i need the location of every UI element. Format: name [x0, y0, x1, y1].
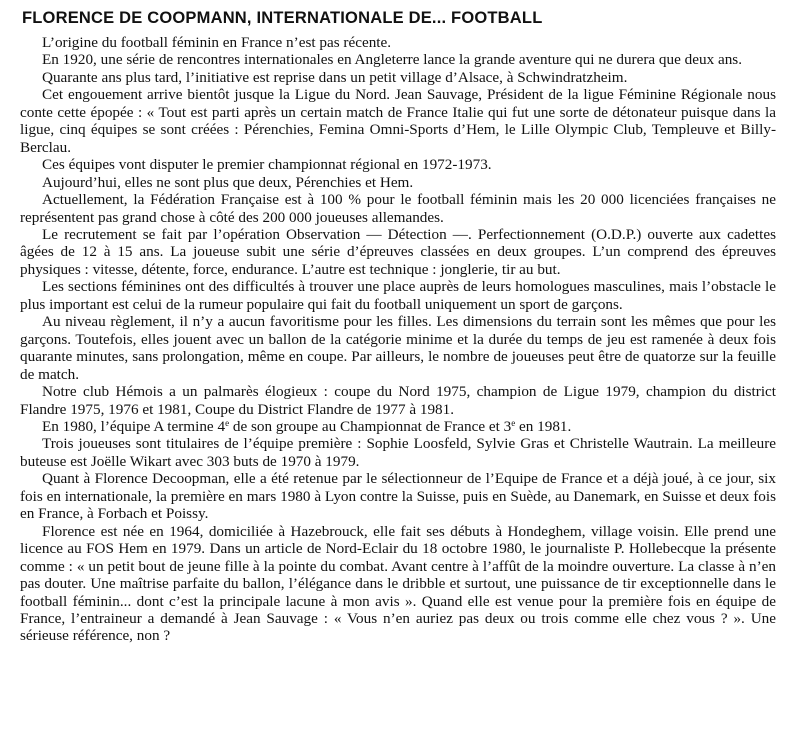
- paragraph-alsace: Quarante ans plus tard, l’initiative est reprise dans un petit village d’Alsace, à Schwindratzheim.: [42, 68, 628, 86]
- paragraph-sections-feminines: Les sections féminines ont des difficultés à trouver une place auprès de leurs homologues masculines, mais l’obstacle le plus important est celui de la rumeur populaire qui fait du football uniquement un sport de garçons.: [20, 278, 776, 313]
- paragraph-premier-championnat: Ces équipes vont disputer le premier championnat régional en 1972-1973.: [42, 156, 492, 174]
- paragraph-recrutement: Le recrutement se fait par l’opération Observation — Détection —. Perfectionnement (O.D.P.) ouverte aux cadettes âgées de 12 à 15 ans. La joueuse subit une série d’épreuves classées en deux groupes. L’un comprend des épreuves physiques : vitesse, détente, force, endurance. L’autre est technique : jonglerie, tir au but.: [20, 225, 776, 278]
- paragraph-titulaires: Trois joueuses sont titulaires de l’équipe première : Sophie Loosfeld, Sylvie Gras et Christelle Wautrain. La meilleure buteuse est Joëlle Wikart avec 303 buts de 1970 à 1979.: [20, 435, 776, 470]
- paragraph-florence-biographie: Florence est née en 1964, domiciliée à Hazebrouck, elle fait ses débuts à Hondeghem, village voisin. Elle prend une licence au FOS Hem en 1979. Dans un article de Nord-Eclair du 18 octobre 1980, le journaliste P. Hollebecque la présente comme : « un petit bout de jeune fille à la pointe du combat. Avant centre à l’affût de la moindre ouverture. La classe à n’en pas douter. Une maîtrise parfaite du ballon, l’élégance dans le dribble et surtout, une puissance de tir exceptionnelle dans le football féminin... dont c’est la principale lacune à mon avis ». Quand elle est venue pour la première fois en équipe de France, l’entraineur a demandé à Jean Sauvage : « Vous n’en auriez pas deux ou trois comme elle chez vous ? ». Une sérieuse référence, non ?: [20, 522, 776, 645]
- paragraph-ligue-du-nord: Cet engouement arrive bientôt jusque la Ligue du Nord. Jean Sauvage, Président de la ligue Féminine Régionale nous conte cette épopée : « Tout est parti après un certain match de France Italie qui fut une sorte de détonateur puisque dans la ligue, cinq équipes se sont créées : Pérenchies, Femina Omni-Sports d’Hem, le Lille Olympic Club, Templeuve et Billy-Berclau.: [20, 86, 776, 156]
- paragraph-reglement: Au niveau règlement, il n’y a aucun favoritisme pour les filles. Les dimensions du terrain sont les mêmes que pour les garçons. Toutefois, elles jouent avec un ballon de la catégorie minime et la durée du temps de jeu est ramenée à deux fois quarante minutes, sans prolongation, même en coupe. Par ailleurs, le nombre de joueuses peut être de quatorze sur la feuille de match.: [20, 313, 776, 383]
- paragraph-1980: [20, 418, 776, 435]
- paragraph-1920: En 1920, une série de rencontres internationales en Angleterre lance la grande aventure qui ne durera que deux ans.: [42, 51, 743, 69]
- paragraph-origin: L’origine du football féminin en France n’est pas récente.: [42, 34, 392, 51]
- article-body: [20, 34, 776, 645]
- paragraph-aujourdhui: Aujourd’hui, elles ne sont plus que deux, Pérenchies et Hem.: [42, 173, 414, 191]
- superscript-e: e: [511, 417, 516, 428]
- paragraph-florence-decoopman: Quant à Florence Decoopman, elle a été retenue par le sélectionneur de l’Equipe de France et a déjà joué, à ce jour, six fois en internationale, la première en mars 1980 à Lyon contre la Suisse, puis en Suède, au Danemark, en Suisse et deux fois en France, à Forbach et Poissy.: [20, 470, 776, 523]
- paragraph-palmares: Notre club Hémois a un palmarès élogieux : coupe du Nord 1975, champion de Ligue 1979, champion du district Flandre 1975, 1976 et 1981, Coupe du District Flandre de 1977 à 1981.: [20, 383, 776, 418]
- article-title: FLORENCE DE COOPMANN, INTERNATIONALE DE... FOOTBALL: [22, 9, 543, 27]
- text-segment: en 1981.: [515, 417, 572, 435]
- superscript-e: e: [225, 417, 230, 428]
- paragraph-federation: Actuellement, la Fédération Française est à 100 % pour le football féminin mais les 20 000 licenciées françaises ne représentent pas grand chose à côté des 200 000 joueuses allemandes.: [20, 191, 776, 226]
- text-segment: de son groupe au Championnat de France et 3: [229, 417, 512, 435]
- text-segment: En 1980, l’équipe A termine 4: [42, 417, 226, 435]
